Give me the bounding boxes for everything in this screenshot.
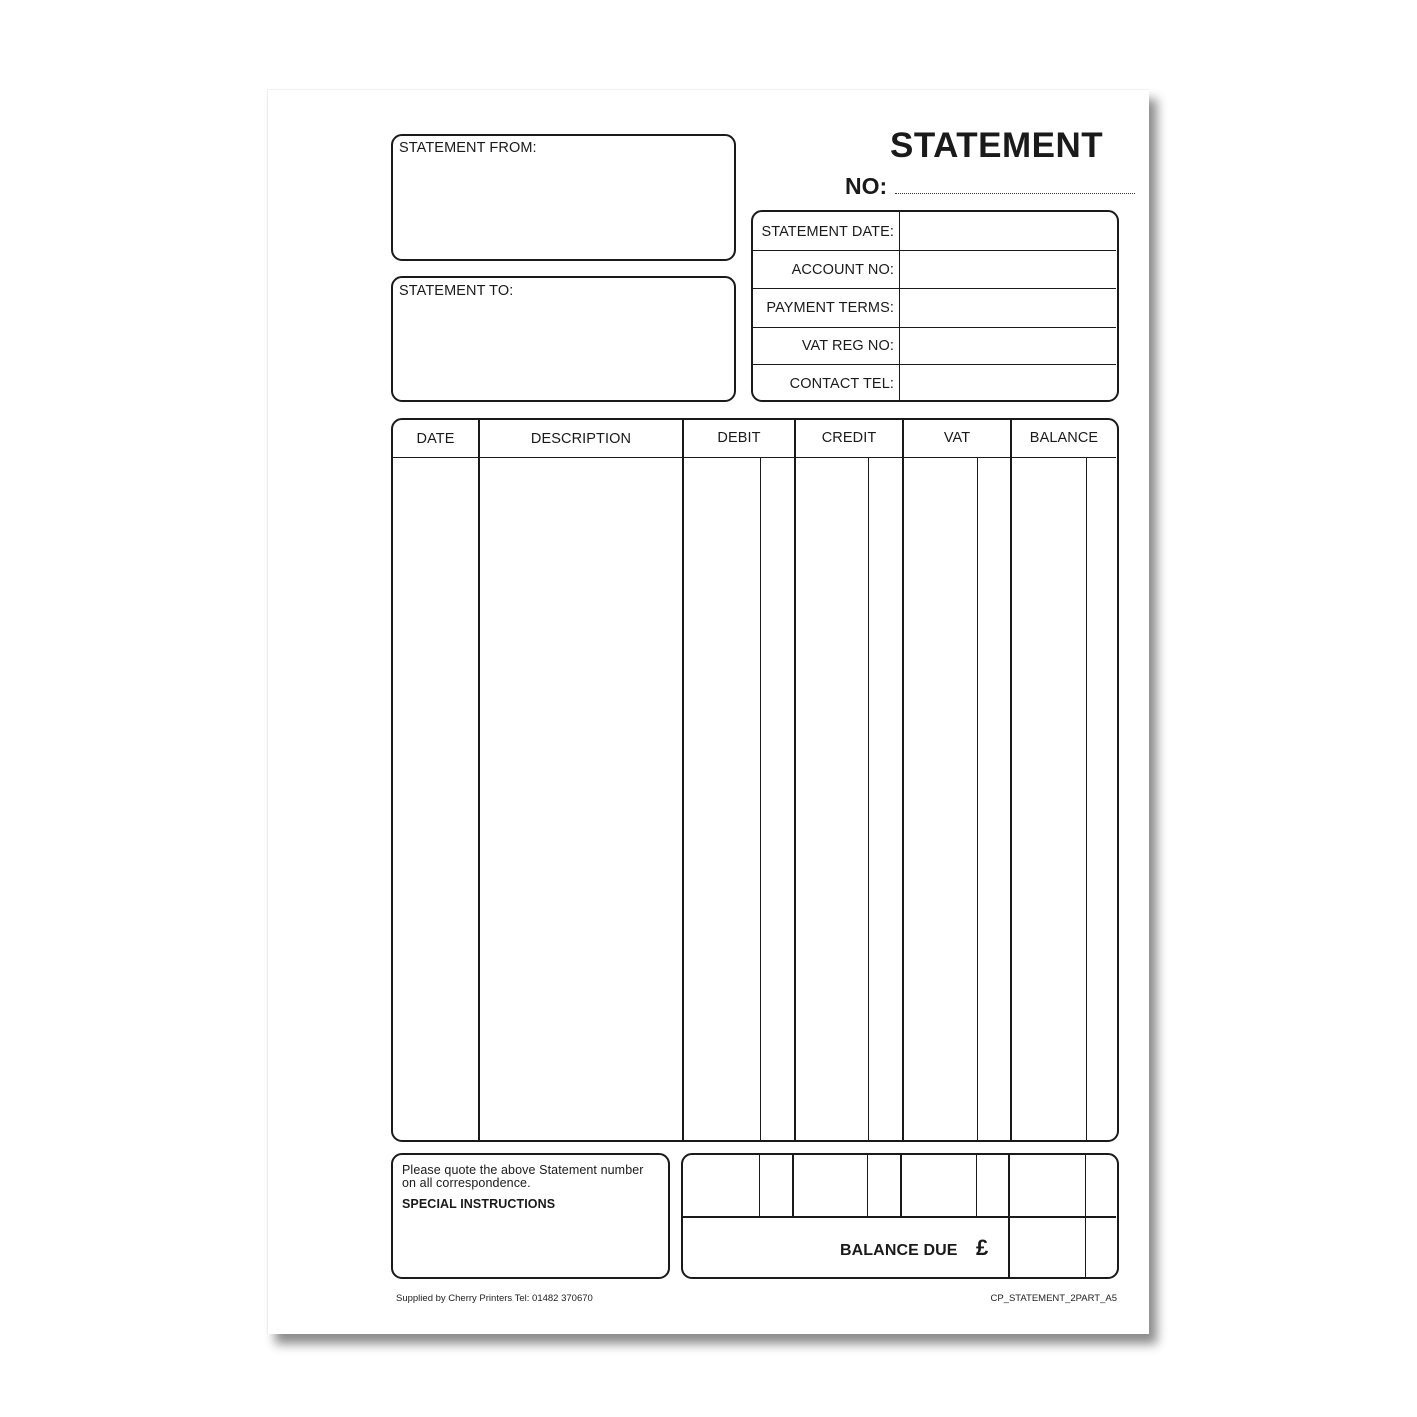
statement-number-label: NO: (845, 173, 888, 199)
statement-to-box[interactable] (391, 276, 736, 402)
payment-terms-label: PAYMENT TERMS: (766, 300, 894, 316)
account-no-field[interactable] (901, 251, 1116, 288)
statement-form-page (267, 89, 1149, 1334)
statement-table (391, 418, 1119, 1142)
balance-total-field[interactable] (1010, 1155, 1116, 1215)
vat-total-field[interactable] (902, 1155, 1007, 1215)
column-header-description: DESCRIPTION (530, 431, 632, 447)
vat-reg-no-label: VAT REG NO: (801, 338, 894, 354)
column-header-vat: VAT (943, 430, 971, 446)
table-header-line (393, 457, 1116, 458)
details-divider (899, 212, 900, 400)
statement-details-box (751, 210, 1119, 402)
quote-note-line2: on all correspondence. (402, 1176, 531, 1190)
table-entry-area[interactable] (393, 459, 1116, 1140)
currency-symbol: £ (976, 1235, 989, 1260)
balance-due-label: BALANCE DUE (840, 1242, 958, 1259)
statement-from-label: STATEMENT FROM: (399, 140, 537, 156)
contact-tel-field[interactable] (901, 365, 1116, 400)
totals-box (681, 1153, 1119, 1279)
debit-total-field[interactable] (683, 1155, 791, 1215)
account-no-label: ACCOUNT NO: (791, 262, 894, 278)
vat-reg-no-field[interactable] (901, 328, 1116, 364)
column-header-balance: BALANCE (1029, 430, 1099, 446)
quote-note-line1: Please quote the above Statement number (402, 1163, 644, 1177)
payment-terms-field[interactable] (901, 289, 1116, 327)
balance-due-field[interactable] (1010, 1218, 1116, 1277)
credit-total-field[interactable] (794, 1155, 899, 1215)
statement-to-label: STATEMENT TO: (399, 283, 514, 299)
statement-number-field[interactable] (895, 193, 1135, 194)
page-title: STATEMENT (890, 126, 1104, 165)
column-header-date: DATE (416, 431, 455, 447)
column-header-credit: CREDIT (821, 430, 877, 446)
column-header-debit: DEBIT (717, 430, 761, 446)
statement-from-box[interactable] (391, 134, 736, 261)
statement-date-field[interactable] (901, 212, 1116, 250)
statement-date-label: STATEMENT DATE: (761, 224, 894, 240)
form-code: CP_STATEMENT_2PART_A5 (990, 1293, 1117, 1304)
contact-tel-label: CONTACT TEL: (789, 376, 894, 392)
supplier-note: Supplied by Cherry Printers Tel: 01482 370670 (396, 1293, 593, 1304)
special-instructions-label: SPECIAL INSTRUCTIONS (402, 1197, 556, 1211)
special-instructions-box[interactable] (391, 1153, 670, 1279)
